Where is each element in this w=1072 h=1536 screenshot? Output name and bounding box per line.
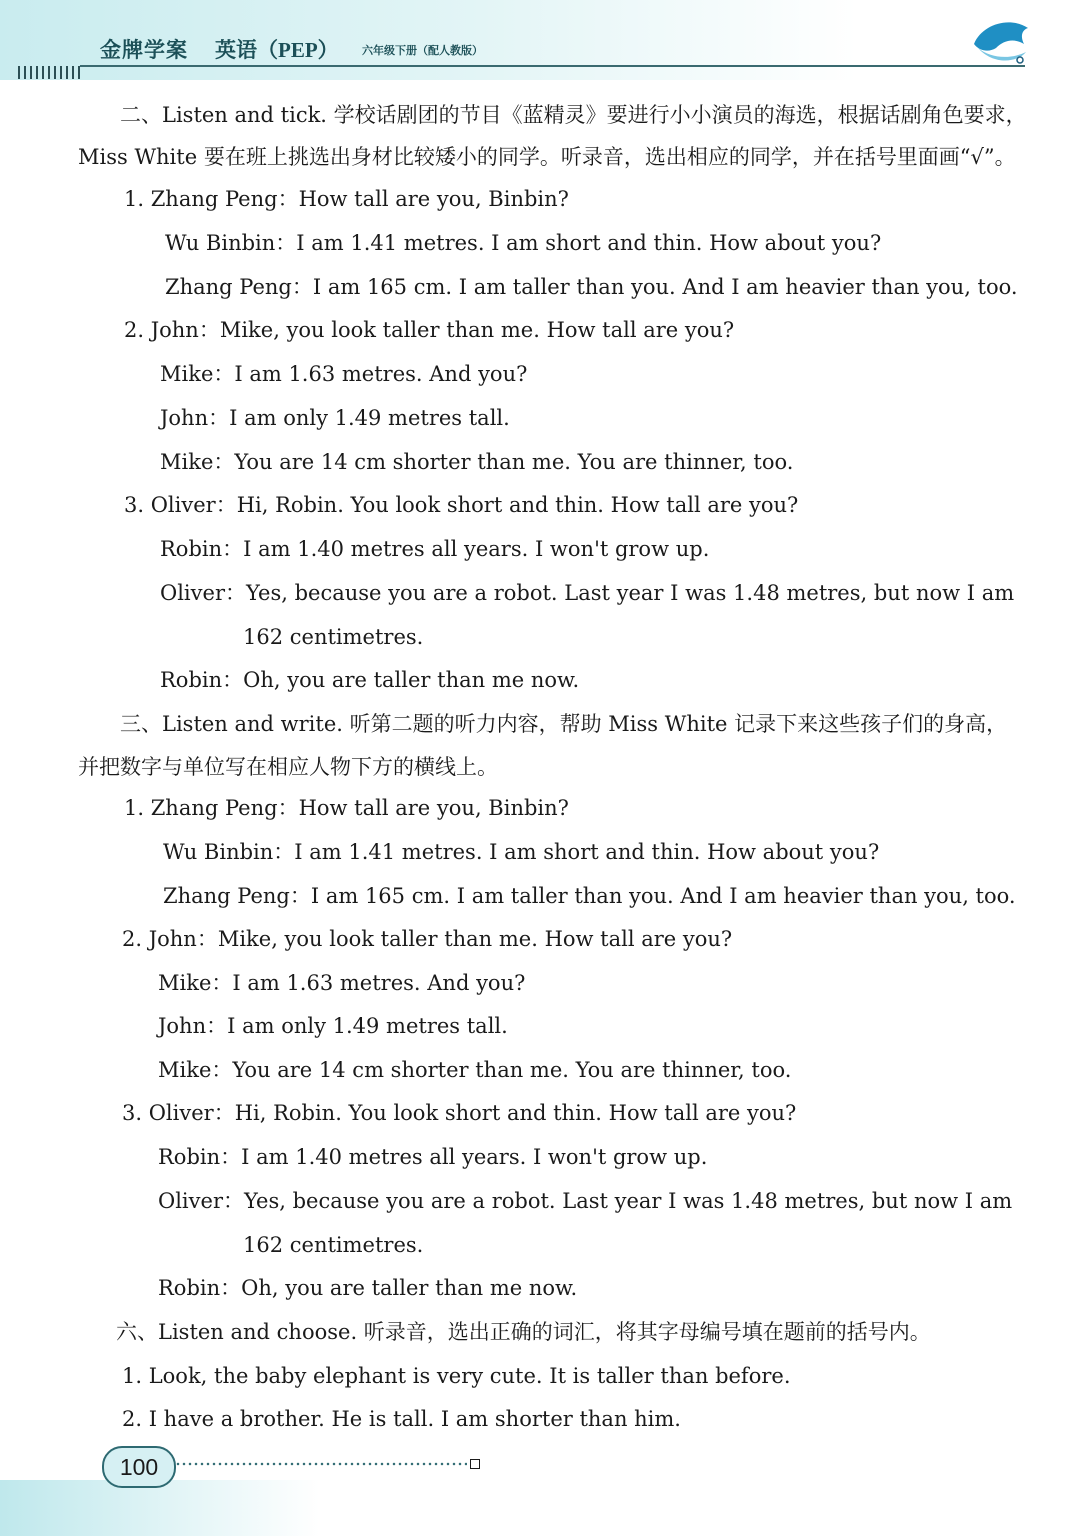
text-line: Mike：You are 14 cm shorter than me. You are thinner, too. <box>158 1058 792 1082</box>
text-line: 1. Look, the baby elephant is very cute. It is taller than before. <box>122 1364 791 1388</box>
text-line: Oliver：Yes, because you are a robot. Last year I was 1.48 metres, but now I am <box>158 1189 1013 1213</box>
text-line: Robin：I am 1.40 metres all years. I won't grow up. <box>158 1145 708 1169</box>
text-line: Wu Binbin：I am 1.41 metres. I am short and thin. How about you? <box>163 840 880 864</box>
text-line: Mike：I am 1.63 metres. And you? <box>158 971 526 995</box>
text-line: 3. Oliver：Hi, Robin. You look short and thin. How tall are you? <box>122 1101 797 1125</box>
text-line: 2. I have a brother. He is tall. I am shorter than him. <box>122 1407 681 1431</box>
text-line: Zhang Peng：I am 165 cm. I am taller than you. And I am heavier than you, too. <box>163 884 1016 908</box>
text-line: 二、Listen and tick. 学校话剧团的节目《蓝精灵》要进行小小演员的海选，根据话剧角色要求， <box>120 103 1027 127</box>
text-line: 2. John：Mike, you look taller than me. How tall are you? <box>124 318 735 342</box>
text-line: Mike：You are 14 cm shorter than me. You are thinner, too. <box>160 450 794 474</box>
text-line: John：I am only 1.49 metres tall. <box>160 406 510 430</box>
text-line: Mike：I am 1.63 metres. And you? <box>160 362 528 386</box>
text-line: 1. Zhang Peng：How tall are you, Binbin? <box>124 796 569 820</box>
text-line: 1. Zhang Peng：How tall are you, Binbin? <box>124 187 569 211</box>
text-line: Oliver：Yes, because you are a robot. Last year I was 1.48 metres, but now I am <box>160 581 1015 605</box>
footer-square-icon <box>470 1459 480 1469</box>
text-line: Robin：Oh, you are taller than me now. <box>158 1276 578 1300</box>
text-line: Robin：I am 1.40 metres all years. I won't grow up. <box>160 537 710 561</box>
text-line: 3. Oliver：Hi, Robin. You look short and thin. How tall are you? <box>124 493 799 517</box>
text-line: Zhang Peng：I am 165 cm. I am taller than you. And I am heavier than you, too. <box>165 275 1018 299</box>
page-number: 100 <box>119 1453 159 1480</box>
text-line: Robin：Oh, you are taller than me now. <box>160 668 580 692</box>
book-title: 金牌学案 <box>100 38 188 62</box>
text-line: 2. John：Mike, you look taller than me. How tall are you? <box>122 927 733 951</box>
text-line: Wu Binbin：I am 1.41 metres. I am short and thin. How about you? <box>165 231 882 255</box>
text-line: 六、Listen and choose. 听录音，选出正确的词汇，将其字母编号填在题前的括号内。 <box>116 1320 931 1344</box>
text-line: John：I am only 1.49 metres tall. <box>158 1014 508 1038</box>
subject-label: 英语（PEP） <box>215 38 339 62</box>
page-number-badge <box>102 1446 176 1488</box>
grade-label: 六年级下册（配人教版） <box>362 45 483 57</box>
text-line: 并把数字与单位写在相应人物下方的横线上。 <box>78 755 498 779</box>
footer-band <box>0 1480 320 1536</box>
text-line: 162 centimetres. <box>243 1233 424 1257</box>
text-line: Miss White 要在班上挑选出身材比较矮小的同学。听录音，选出相应的同学，并在括号里面画“√”。 <box>78 145 1016 169</box>
footer-dotted-line <box>175 1462 467 1466</box>
text-line: 三、Listen and write. 听第二题的听力内容，帮助 Miss White 记录下来这些孩子们的身高， <box>120 712 1008 736</box>
text-line: 162 centimetres. <box>243 625 424 649</box>
